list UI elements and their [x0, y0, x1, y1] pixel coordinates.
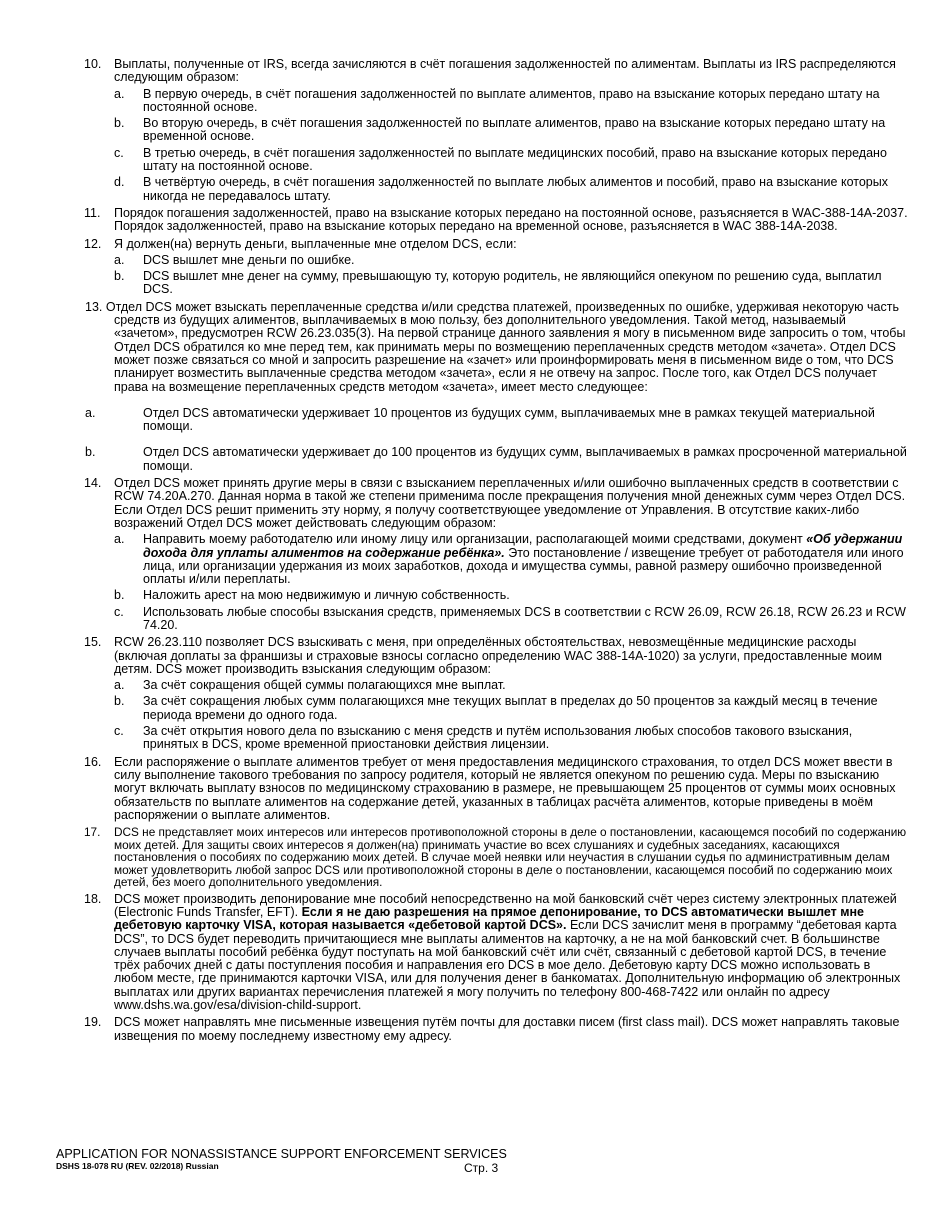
item-18	[84, 893, 908, 1013]
page-number: Стр. 3	[464, 1161, 499, 1175]
subitem-a: a. В первую очередь, в счёт погашения задолженностей по выплате алиментов, право на взыскание которых передано штату на постоянной основе.	[114, 86, 880, 114]
item-number: 12.	[84, 236, 102, 251]
form-title: APPLICATION FOR NONASSISTANCE SUPPORT ENFORCEMENT SERVICES	[56, 1147, 507, 1161]
item-text: 13. Отдел DCS может взыскать переплаченные средства и/или средства платежей, произведенных по ошибке, удерживая некоторую часть средств из будущих алиментов, выплачиваемых в мою пользу, без дополнительного уведомления. Такой метод, называемый «зачетом», предусмотрен RCW 26.23.035(3). На первой странице данного заявления я могу в письменном виде запросить о том, чтобы Отдел DCS обратился ко мне перед тем, как принимать меры по возмещению переплаченных средств методом «зачета». Отдел DCS может позже связаться со мной и запросить разрешение на «зачет» или проинформировать меня в письменном виде о том, что DCS планирует возместить выплаченные средства методом «зачета», если я не отвечу на запрос. После того, как Отдел DCS получает права на возмещение переплаченных средств методом «зачета», имеет место следующее:	[85, 299, 906, 394]
subitem-b: b. DCS вышлет мне денег на сумму, превышающую ту, которую родитель, не являющийся опекуном по решению суда, выплатил DCS.	[114, 269, 882, 297]
subitem-a: a. Направить моему работодателю или иному лицу или организации, располагающей моими средствами, документ «Об удержании дохода для уплаты алиментов на содержание ребёнка». Это постановление / извещение требует от работодателя или иного лица, или организации удержания из моих заработков, дохода и имущества суммы, равной размеру ошибочно произведенной оплаты и/или переплаты.	[114, 532, 904, 587]
item-number: 19.	[84, 1015, 102, 1030]
item-number: 15.	[84, 635, 102, 650]
item-text: Если распоряжение о выплате алиментов требует от меня предоставления медицинского страхования, то отдел DCS может ввести в силу выполнение такового требования по запросу родителя, который не является опекуном по решению суда. Меры по взысканию могут включать выплату взносов по медицинскому страхованию в размере, не превышающем 25 процентов от суммы моих основных обязательств по выплате алиментов на содержание детей, указанных в таблицах расчёта алиментов, которые приведены в моём распоряжении о выплате алиментов.	[114, 754, 896, 822]
subitem-c: c. За счёт открытия нового дела по взысканию с меня средств и путём использования любых способов такового взыскания, принятых в DCS, кроме временной приостановки действия лицензии.	[114, 724, 853, 752]
order-title: «Об удержании дохода для уплаты алиментов на содержание ребёнка».	[143, 532, 903, 560]
subitem-a: a. Отдел DCS автоматически удерживает 10 процентов из будущих сумм, выплачиваемых мне в рамках текущей материальной помощи.	[85, 405, 875, 434]
subitem-a: a. За счёт сокращения общей суммы полагающихся мне выплат.	[114, 678, 506, 693]
subitem-b: b. Отдел DCS автоматически удерживает до 100 процентов из будущих сумм, выплачиваемых в рамках просроченной материальной помощи.	[85, 445, 907, 473]
item-11	[84, 207, 908, 234]
item-17	[84, 826, 908, 889]
subitem-c: c. В третью очередь, в счёт погашения задолженностей по выплате медицинских пособий, право на взыскание которых передано штату на постоянной основе.	[114, 145, 887, 174]
item-text: DCS может производить депонирование мне пособий непосредственно на мой банковский счёт через систему электронных платежей (Electronic Funds Transfer, EFT). Если я не даю разрешения на прямое депонирование, то DCS автоматически вышлет мне дебетовую карточку VISA, которая называется «дебетовой картой DCS». Если DCS зачислит меня в программу “дебетовая карта DCS”, то DCS будет переводить причитающиеся мне выплаты алиментов на карточку, а не на мой банковский счет. В большинстве случаев выплаты пособий ребёнка будут поступать на мой банковский счёт или счёт, связанный с дебетовой картой DCS, в течение трёх рабочих дней с даты поступления пособия и направления его DCS в мое дело. Дебетовую карту DCS можно использовать в любом месте, где принимаются карточки VISA, или для получения денег в банкоматах. Дополнительную информацию об электронных выплатах или других вариантах перечисления платежей я могу получить по телефону 800-468-7422 или онлайн по адресу www.dshs.wa.gov/esa/division-child-support.	[114, 891, 901, 1013]
item-12	[84, 238, 908, 297]
item-14	[84, 477, 908, 632]
item-number: 11.	[84, 205, 101, 220]
item-13	[84, 301, 908, 473]
item-text: Отдел DCS может принять другие меры в связи с взысканием переплаченных и/или ошибочно выплаченных средств в соответствии с RCW 74.20A.270. Данная норма в такой же степени применима после прекращения получения мной денежных сумм через Отдел DCS. Если Отдел DCS решит применить эту норму, я получу соответствующее уведомление от Управления. В отсутствие каких-либо возражений Отдел DCS может действовать следующим образом:	[114, 476, 906, 530]
item-19	[84, 1016, 908, 1043]
subitem-a: a. DCS вышлет мне деньги по ошибке.	[114, 252, 355, 267]
item-text: Выплаты, полученные от IRS, всегда зачисляются в счёт погашения задолженностей по алиментам. Выплаты из IRS распределяются следующим образом:	[114, 57, 896, 85]
subitem-c: c. Использовать любые способы взыскания средств, применяемых DCS в соответствии с RCW 26.09, RCW 26.18, RCW 26.23 и RCW 74.20.	[114, 604, 906, 632]
subitem-b: b. Наложить арест на мою недвижимую и личную собственность.	[114, 588, 510, 603]
page-footer	[56, 1147, 916, 1175]
item-10	[84, 58, 908, 203]
subitem-b: b. Во вторую очередь, в счёт погашения задолженностей по выплате алиментов, право на взыскание которых передано штату на временной основе.	[114, 116, 886, 144]
item-text: DCS может направлять мне письменные извещения путём почты для доставки писем (first class mail). DCS может направлять таковые извещения по моему последнему известному ему адресу.	[114, 1015, 900, 1043]
item-15	[84, 636, 908, 751]
item-number: 18.	[84, 891, 102, 906]
item-text: Порядок погашения задолженностей, право на взыскание которых передано на постоянной основе, разъясняется в WAC-388-14A-2037. Порядок задолженностей, право на взыскание которых передано на временной основе, разъясняется в WAC 388-14A-2038.	[114, 205, 908, 234]
debit-card-notice: Если я не даю разрешения на прямое депонирование, то DCS автоматически вышлет мне дебетовую карточку VISA, которая называется «дебетовой картой DCS».	[114, 904, 865, 933]
item-number: 16.	[84, 754, 102, 769]
subitem-d: d. В четвёртую очередь, в счёт погашения задолженностей по выплате любых алиментов и пособий, право на взыскание которых никогда не передавалось штату.	[114, 175, 888, 203]
item-number: 14.	[84, 476, 102, 491]
item-16	[84, 756, 908, 822]
document-body	[84, 58, 908, 1047]
item-text: DCS не представляет моих интересов или интересов противоположной стороны в деле о постановлении, касающемся пособий по содержанию моих детей. Для защиты своих интересов я должен(на) принимать участие во всех слушаниях и судебных заседаниях, касающихся постановления о пособиях по содержанию моих детей. В случае моей неявки или неучастия в слушании судья по административным делам может удовлетворить любой запрос DCS или противоположной стороны в деле о постановлении, касающемся пособий по содержанию моих детей, без моего дополнительного уведомления.	[114, 825, 907, 890]
item-number: 17.	[84, 825, 101, 840]
subitem-b: b. За счёт сокращения любых сумм полагающихся мне текущих выплат в пределах до 50 процентов за каждый месяц в течение периода времени до одного года.	[114, 694, 878, 722]
item-text: RCW 26.23.110 позволяет DCS взыскивать с меня, при определённых обстоятельствах, невозмещённые медицинские расходы (включая доплаты за франшизы и страховые взносы согласно определению WAC 388-14A-1020) за услуги, предоставленные моим детям. DCS может производить взыскания следующим образом:	[114, 635, 882, 676]
item-text: Я должен(на) вернуть деньги, выплаченные мне отделом DCS, если:	[114, 236, 517, 251]
form-code: DSHS 18-078 RU (REV. 02/2018) Russian	[56, 1161, 219, 1172]
item-number: 10.	[84, 57, 102, 71]
